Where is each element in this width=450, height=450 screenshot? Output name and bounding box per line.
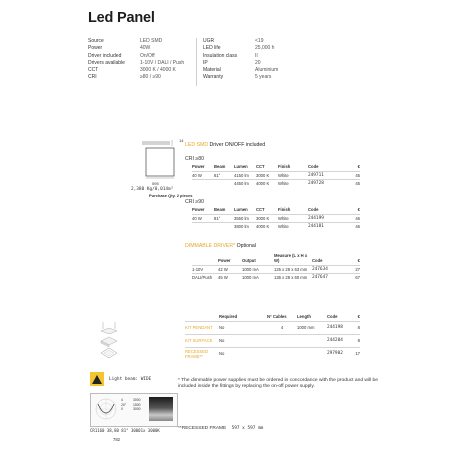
table-row	[192, 265, 360, 274]
table-header: Required	[219, 314, 238, 319]
table-header: Power	[192, 207, 205, 212]
light-beam-label: Light beam: WIDE	[109, 377, 152, 382]
light-beam-swatch	[90, 372, 104, 386]
product-code: 247634	[312, 265, 344, 274]
table-header: Power	[192, 164, 205, 169]
price: 8	[346, 334, 360, 347]
spec-value: ≥80 / ≥90	[140, 74, 161, 81]
table-header: CCT	[256, 207, 265, 212]
table-header: Lumen	[234, 207, 248, 212]
dimension-width: 595	[152, 181, 159, 186]
photometry-values-right	[133, 398, 141, 412]
table-cell: 1000 mA	[242, 265, 274, 274]
recessed-frame-label: **RECESSED FRAME	[178, 426, 227, 431]
table-header: CCT	[256, 164, 265, 169]
table-header: Code	[312, 258, 323, 263]
panel-drawing	[140, 138, 184, 180]
spec-row	[203, 53, 278, 60]
cri90-label: CRI ≥90	[185, 199, 204, 205]
spec-row	[88, 53, 184, 60]
accessories-table	[185, 312, 360, 360]
cri90-table	[192, 205, 360, 231]
table-cell	[297, 347, 327, 360]
price: 27	[344, 265, 360, 274]
accessory-name: KIT PENDANT	[185, 321, 219, 334]
spec-value: On/Off	[140, 52, 155, 59]
product-code: 249711	[308, 171, 344, 180]
table-header: Output	[242, 258, 256, 263]
dimmable-table	[192, 253, 360, 282]
table-header: Measure (L x H x W)	[274, 253, 308, 263]
table-cell: 1-10V	[192, 265, 218, 274]
photometry-value: 4	[121, 398, 123, 402]
spec-row	[203, 67, 278, 74]
spec-row	[203, 60, 278, 67]
polar-curve-icon	[95, 398, 117, 420]
table-header: Length	[297, 314, 311, 319]
spec-row	[88, 67, 184, 74]
dimmable-note: * The dimmable power supplies must be ordered in concordance with the product and will be included inside the fittings by replacing the on-off power supply.	[178, 378, 378, 390]
spec-label: Warranty	[203, 74, 224, 81]
table-header: Code	[308, 164, 319, 169]
table-cell: 3000 K	[256, 171, 278, 180]
table-cell: No	[219, 321, 267, 334]
table-header-row	[192, 205, 360, 214]
dimmable-accent: DIMMABLE DRIVER*	[185, 243, 236, 249]
table-header: Beam	[214, 164, 226, 169]
spec-divider	[196, 38, 197, 86]
product-code: 244198	[327, 321, 346, 334]
photometry-panel	[90, 393, 178, 427]
recessed-frame-note	[178, 426, 263, 431]
dimension-height: 14	[179, 138, 184, 143]
product-code: 249728	[308, 180, 344, 188]
spec-value: II	[255, 52, 258, 59]
recessed-frame-dims: 597 x 597 mm	[231, 426, 264, 431]
table-cell	[192, 180, 214, 188]
spec-list-right	[203, 38, 278, 82]
table-header: Power	[218, 258, 231, 263]
spec-value: LED SMD	[140, 38, 163, 44]
photometry-value: 20°	[121, 402, 127, 407]
table-cell: 81°	[214, 171, 234, 180]
table-header: €	[357, 314, 360, 319]
spec-row	[203, 45, 278, 52]
table-cell: 81°	[214, 214, 234, 223]
table-header: Lumen	[234, 164, 248, 169]
spec-label: Driver included	[88, 52, 122, 59]
spec-label: LED life	[203, 45, 221, 52]
table-header: Code	[308, 207, 319, 212]
page-number: 782	[113, 437, 120, 442]
product-code: 244204	[327, 334, 346, 347]
dimmable-rest: Optional	[236, 243, 256, 249]
recessed-frame-icon	[100, 347, 118, 359]
kit-surface-icon	[100, 335, 118, 347]
spec-value: 25,000 h	[255, 45, 275, 52]
table-header: Beam	[214, 207, 226, 212]
table-cell	[267, 347, 297, 360]
price: 8	[346, 321, 360, 334]
accessory-row	[185, 347, 360, 360]
spec-row	[88, 45, 184, 52]
table-cell	[192, 223, 214, 231]
product-code: 297902	[327, 347, 346, 360]
table-cell	[214, 180, 234, 188]
accessory-row	[185, 334, 360, 347]
table-header-row	[185, 312, 360, 321]
table-cell: 125 x 28 x 63 mm	[274, 265, 312, 274]
dimmable-heading	[185, 243, 256, 249]
spec-label: CCT	[88, 67, 99, 74]
table-header: €	[357, 207, 360, 212]
table-cell: 4150 lm	[234, 171, 256, 180]
photometry-value: 3000	[133, 398, 141, 402]
table-cell: White	[278, 214, 308, 223]
beam-cone-icon	[90, 372, 104, 386]
table-cell: 3000 K	[256, 214, 278, 223]
table-cell: 4	[267, 321, 297, 334]
spec-value: Aluminium	[255, 67, 279, 74]
table-header: €	[357, 164, 360, 169]
table-cell: 4450 lm	[234, 180, 256, 188]
price: 45	[344, 180, 360, 188]
table-header: Code	[327, 314, 338, 319]
photometry-values-left	[121, 398, 126, 412]
spec-list-left	[88, 38, 184, 82]
table-header-row	[192, 253, 360, 265]
spec-row	[88, 74, 184, 81]
table-header: N° Cables	[267, 314, 287, 319]
price: 67	[344, 274, 360, 282]
led-section-heading	[185, 142, 265, 148]
spec-row	[203, 38, 278, 45]
spec-label: CRI	[88, 74, 97, 81]
photometry-caption: CR1160 38,80 81° 30001x 3000K	[90, 428, 160, 433]
spec-label: Source	[88, 38, 104, 44]
product-code: 244181	[308, 223, 344, 231]
table-cell: White	[278, 171, 308, 180]
table-row	[192, 171, 360, 180]
photometry-value: 0	[121, 407, 123, 411]
spec-label: Power	[88, 45, 103, 52]
spec-value: 20	[255, 59, 261, 66]
table-cell	[214, 223, 234, 231]
spec-label: IP	[203, 59, 208, 66]
table-cell: 136 x 28 x 60 mm	[274, 274, 312, 282]
weight-info: 2,380 Kg/0,014m³	[131, 187, 174, 192]
kit-pendant-icon	[100, 322, 118, 334]
table-cell: 3800 lm	[234, 223, 256, 231]
table-row	[192, 223, 360, 231]
price: 46	[344, 223, 360, 231]
table-cell: DALI/Push	[192, 274, 218, 282]
spec-value: 1-10V / DALI / Push	[140, 59, 185, 66]
table-header: Finish	[278, 164, 291, 169]
table-cell: 4000 K	[256, 180, 278, 188]
table-header-row	[192, 162, 360, 171]
spec-value: 3000 K / 4000 K	[140, 67, 176, 74]
table-header: Finish	[278, 207, 291, 212]
table-cell: White	[278, 180, 308, 188]
table-cell: 3550 lm	[234, 214, 256, 223]
table-cell: No	[219, 334, 267, 347]
table-header	[192, 253, 218, 265]
accessory-row	[185, 321, 360, 334]
table-row	[192, 214, 360, 223]
led-section-rest: Driver ON/OFF included	[209, 142, 266, 148]
spec-label: Material	[203, 67, 221, 74]
price: 45	[344, 171, 360, 180]
spec-label: Drivers available	[88, 59, 125, 66]
table-header: €	[357, 258, 360, 263]
spec-value: 40W	[140, 45, 151, 52]
table-cell: 1000 mA	[242, 274, 274, 282]
table-row	[192, 274, 360, 282]
table-cell	[297, 334, 327, 347]
product-code: 244199	[308, 214, 344, 223]
photometry-value: 1500	[133, 402, 141, 407]
cri80-label: CRI ≥80	[185, 156, 204, 162]
table-cell: White	[278, 223, 308, 231]
table-cell: 40 W	[192, 214, 214, 223]
spec-value: 5 years	[255, 74, 272, 81]
table-cell	[267, 334, 297, 347]
accessory-name: KIT SURFACE	[185, 334, 219, 347]
cri80-table	[192, 162, 360, 188]
table-row	[192, 180, 360, 188]
led-section-accent: LED SMD	[185, 142, 209, 148]
product-code: 247647	[312, 274, 344, 282]
table-cell: 1000 mm	[297, 321, 327, 334]
light-distribution-preview	[149, 397, 173, 421]
table-cell: 42 W	[218, 265, 242, 274]
spec-label: UGR	[203, 38, 215, 44]
purchase-qty: Purchase Qty. 2 pieces	[149, 193, 193, 198]
page-title: Led Panel	[88, 10, 155, 26]
price: 17	[346, 347, 360, 360]
spec-row	[88, 60, 184, 67]
table-cell: 45 W	[218, 274, 242, 282]
spec-row	[88, 38, 184, 45]
spec-row	[203, 74, 278, 81]
photometry-value: 3000	[133, 407, 141, 411]
table-cell: 4000 K	[256, 223, 278, 231]
price: 46	[344, 214, 360, 223]
accessory-name: RECESSED FRAME**	[185, 347, 219, 360]
spec-value: <19	[255, 38, 264, 44]
table-cell: No	[219, 347, 267, 360]
table-cell: 40 W	[192, 171, 214, 180]
spec-label: Insulation class	[203, 52, 238, 59]
